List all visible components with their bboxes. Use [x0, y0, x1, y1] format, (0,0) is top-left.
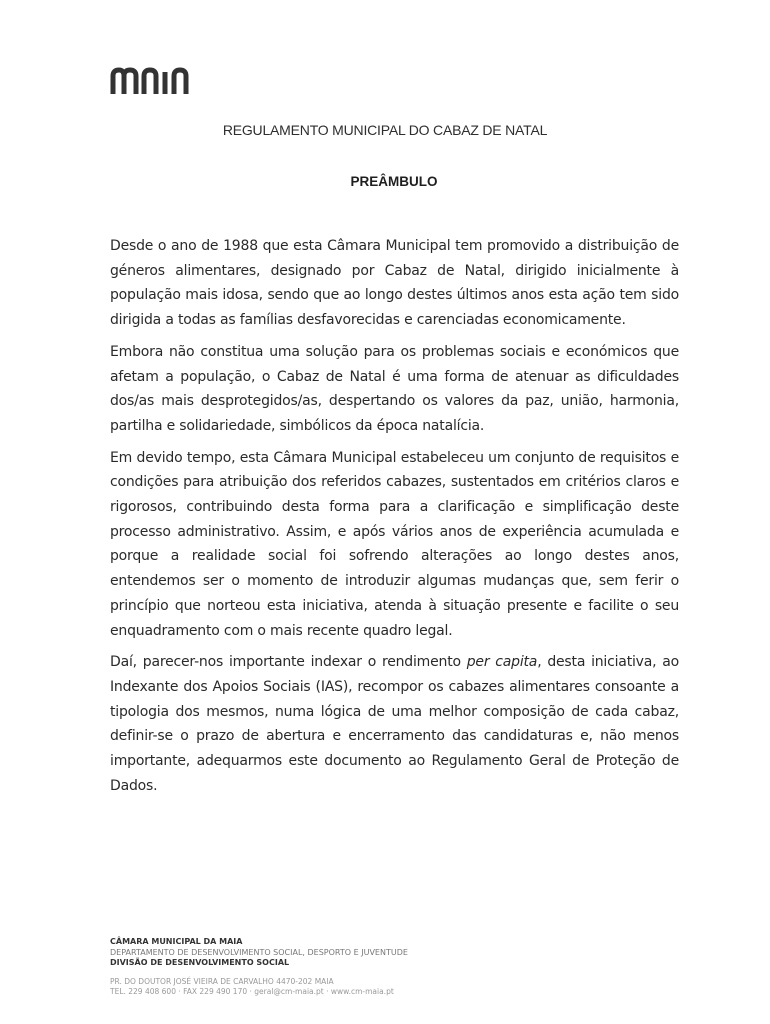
- paragraph: [110, 650, 679, 798]
- footer-department: DEPARTAMENTO DE DESENVOLVIMENTO SOCIAL, DESPORTO E JUVENTUDE: [110, 947, 408, 957]
- document-title: REGULAMENTO MUNICIPAL DO CABAZ DE NATAL: [222, 122, 548, 138]
- paragraph: Em devido tempo, esta Câmara Municipal estabeleceu um conjunto de requisitos e condições para atribuição dos referidos cabazes, sustentados em critérios claros e rigorosos, contribuindo desta forma para a clarificação e simplificação deste processo administrativo. Assim, e após vários anos de experiência acumulada e porque a realidade social foi sofrendo alterações ao longo destes anos, entendemos ser o momento de introduzir algumas mudanças que, sem ferir o princípio que norteou esta iniciativa, atenda à situação presente e facilite o seu enquadramento com o mais recente quadro legal.: [110, 449, 679, 639]
- footer-address: PR. DO DOUTOR JOSÉ VIEIRA DE CARVALHO 4470-202 MAIA: [110, 976, 334, 986]
- section-heading: PREÂMBULO: [350, 174, 438, 189]
- footer-contacts: TEL. 229 408 600 · FAX 229 490 170 · geral@cm-maia.pt · www.cm-maia.pt: [110, 986, 394, 996]
- paragraph-text: , desta iniciativa, ao Indexante dos Apoios Sociais (IAS), recompor os cabazes alimentares consoante a tipologia dos mesmos, numa lógica de uma melhor composição de cada cabaz, definir-se o prazo de abertura e encerramento das candidaturas e, não menos importante, adequarmos este documento ao Regulamento Geral de Proteção de Dados.: [110, 654, 680, 794]
- footer-division: DIVISÃO DE DESENVOLVIMENTO SOCIAL: [110, 958, 290, 967]
- italic-term: per capita: [466, 654, 538, 671]
- paragraph: Desde o ano de 1988 que esta Câmara Municipal tem promovido a distribuição de géneros alimentares, designado por Cabaz de Natal, dirigido inicialmente à população mais idosa, sendo que ao longo destes últimos anos esta ação tem sido dirigida a todas as famílias desfavorecidas e carenciadas economicamente.: [110, 238, 679, 329]
- page-footer: [110, 937, 670, 997]
- maia-logo: [110, 64, 206, 98]
- paragraph: Embora não constitua uma solução para os problemas sociais e económicos que afetam a população, o Cabaz de Natal é uma forma de atenuar as dificuldades dos/as mais desprotegidos/as, despertando os valores da paz, união, harmonia, partilha e solidariedade, simbólicos da época natalícia.: [110, 343, 679, 434]
- footer-organization: CÂMARA MUNICIPAL DA MAIA: [110, 937, 243, 946]
- paragraph-text: Daí, parecer-nos importante indexar o rendimento: [110, 654, 467, 671]
- document-body: [110, 234, 679, 805]
